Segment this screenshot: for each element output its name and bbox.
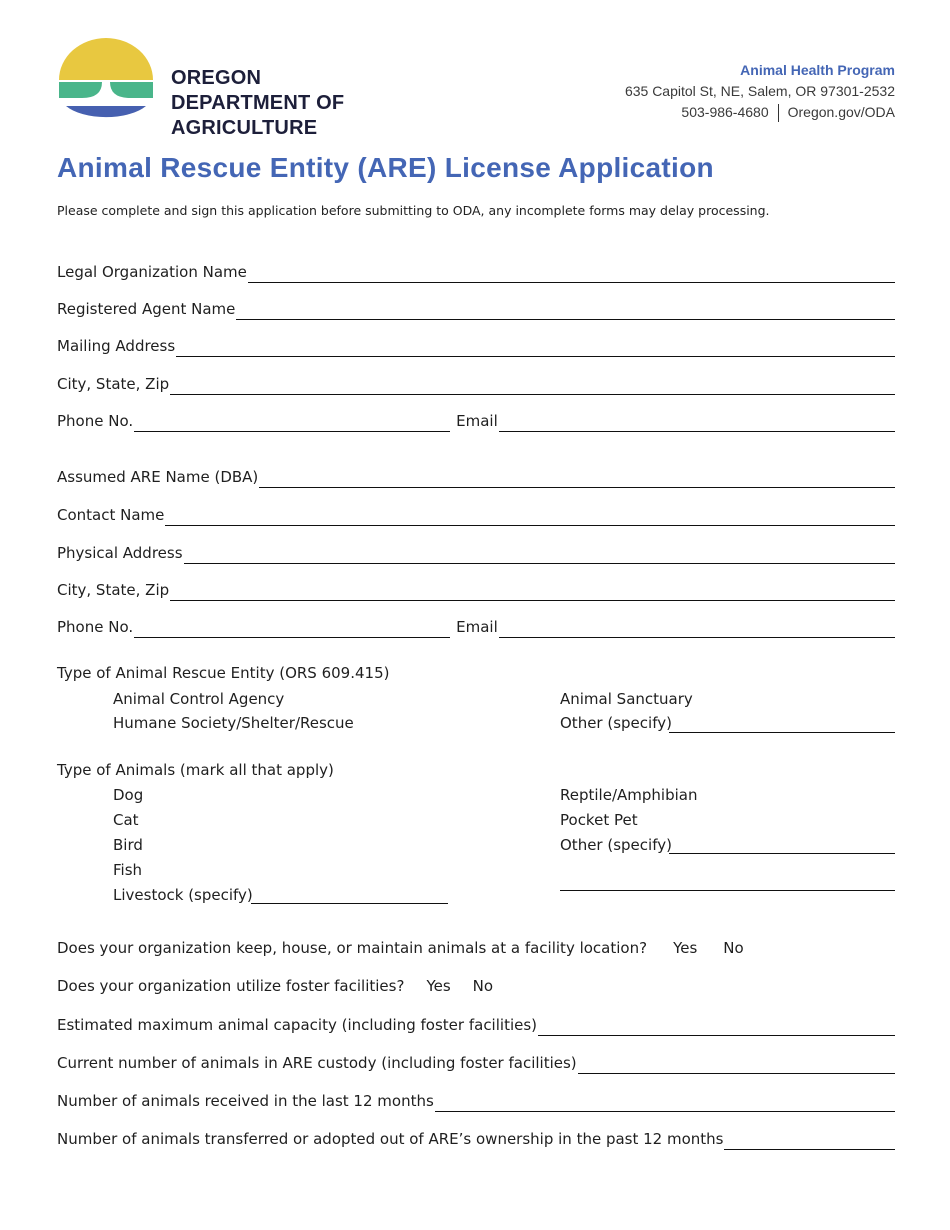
physical-address-field[interactable] [184, 547, 895, 564]
foster-question-label: Does your organization utilize foster facilities? [57, 977, 405, 995]
animal-option-other[interactable]: Other (specify) [560, 836, 672, 854]
physical-address-label: Physical Address [57, 544, 183, 562]
foster-question [57, 975, 493, 997]
are-email-label: Email [456, 618, 498, 636]
office-address: 635 Capitol St, NE, Salem, OR 97301-2532 [624, 83, 895, 99]
are-phone-label: Phone No. [57, 618, 134, 636]
org-phone-label: Phone No. [57, 412, 134, 430]
capacity-label: Estimated maximum animal capacity (including foster facilities) [57, 1016, 538, 1034]
contact-name-row [57, 504, 895, 526]
legal-org-name-field[interactable] [248, 266, 895, 283]
org-phone-email-row [57, 410, 895, 432]
phone-website-line [625, 102, 895, 123]
org-city-label: City, State, Zip [57, 375, 170, 393]
assumed-name-label: Assumed ARE Name (DBA) [57, 468, 259, 486]
entity-option-humane-society[interactable]: Humane Society/Shelter/Rescue [113, 714, 354, 732]
animal-other-field[interactable] [669, 853, 895, 854]
animal-type-heading: Type of Animals (mark all that apply) [57, 761, 334, 779]
contact-block [625, 60, 895, 123]
website-link[interactable]: Oregon.gov/ODA [787, 104, 895, 120]
facility-no-option[interactable]: No [723, 939, 744, 957]
are-city-label: City, State, Zip [57, 581, 170, 599]
org-phone-field[interactable] [134, 415, 450, 432]
animal-option-cat[interactable]: Cat [113, 811, 139, 829]
animal-option-bird[interactable]: Bird [113, 836, 143, 854]
agent-name-label: Registered Agent Name [57, 300, 236, 318]
org-city-row [57, 373, 895, 395]
logo-line-3: AGRICULTURE [171, 117, 318, 139]
assumed-name-row [57, 466, 895, 488]
foster-yes-option[interactable]: Yes [426, 977, 451, 995]
entity-other-field[interactable] [669, 732, 895, 733]
legal-org-name-row [57, 261, 895, 283]
page-title: Animal Rescue Entity (ARE) License Application [57, 152, 714, 183]
are-phone-email-row [57, 616, 895, 638]
org-email-field[interactable] [499, 415, 895, 432]
transferred-row [57, 1128, 895, 1150]
office-phone: 503-986-4680 [681, 104, 769, 120]
current-count-row [57, 1052, 895, 1074]
are-city-row [57, 579, 895, 601]
animal-option-livestock[interactable]: Livestock (specify) [113, 886, 253, 904]
received-label: Number of animals received in the last 12 months [57, 1092, 434, 1110]
divider [778, 104, 779, 122]
agent-name-row [57, 298, 895, 320]
animal-option-dog[interactable]: Dog [113, 786, 144, 804]
facility-question [57, 937, 744, 959]
are-email-field[interactable] [499, 621, 895, 638]
current-count-field[interactable] [578, 1057, 895, 1074]
facility-yes-option[interactable]: Yes [673, 939, 698, 957]
received-field[interactable] [435, 1095, 895, 1112]
legal-org-name-label: Legal Organization Name [57, 263, 247, 281]
contact-name-label: Contact Name [57, 506, 165, 524]
capacity-field[interactable] [538, 1019, 895, 1036]
current-count-label: Current number of animals in ARE custody (including foster facilities) [57, 1054, 577, 1072]
mailing-address-row [57, 335, 895, 357]
mailing-address-label: Mailing Address [57, 337, 176, 355]
entity-option-animal-control[interactable]: Animal Control Agency [113, 690, 285, 708]
animal-option-reptile[interactable]: Reptile/Amphibian [560, 786, 698, 804]
agent-name-field[interactable] [236, 303, 895, 320]
contact-name-field[interactable] [165, 509, 895, 526]
livestock-specify-field[interactable] [251, 903, 448, 904]
org-city-field[interactable] [170, 378, 895, 395]
entity-option-other[interactable]: Other (specify) [560, 714, 672, 732]
mailing-address-field[interactable] [176, 340, 895, 357]
logo-line-2: DEPARTMENT OF [171, 92, 345, 114]
animal-option-fish[interactable]: Fish [113, 861, 143, 879]
facility-question-label: Does your organization keep, house, or maintain animals at a facility location? [57, 939, 648, 957]
foster-no-option[interactable]: No [472, 977, 494, 995]
logo-line-1: OREGON [171, 67, 262, 89]
entity-option-sanctuary[interactable]: Animal Sanctuary [560, 690, 693, 708]
program-name: Animal Health Program [740, 62, 895, 78]
animal-option-pocket-pet[interactable]: Pocket Pet [560, 811, 638, 829]
oda-logo-icon [58, 38, 158, 128]
capacity-row [57, 1014, 895, 1036]
oda-logo-text [171, 66, 344, 141]
assumed-name-field[interactable] [259, 471, 895, 488]
are-phone-field[interactable] [134, 621, 450, 638]
physical-address-row [57, 542, 895, 564]
transferred-field[interactable] [724, 1133, 895, 1150]
are-city-field[interactable] [170, 584, 895, 601]
received-row [57, 1090, 895, 1112]
org-email-label: Email [456, 412, 498, 430]
animal-other-field-2[interactable] [560, 890, 895, 891]
intro-text: Please complete and sign this application before submitting to ODA, any incomplete forms may delay processing. [57, 203, 770, 218]
transferred-label: Number of animals transferred or adopted out of ARE’s ownership in the past 12 months [57, 1130, 724, 1148]
entity-type-heading: Type of Animal Rescue Entity (ORS 609.415) [57, 664, 390, 682]
